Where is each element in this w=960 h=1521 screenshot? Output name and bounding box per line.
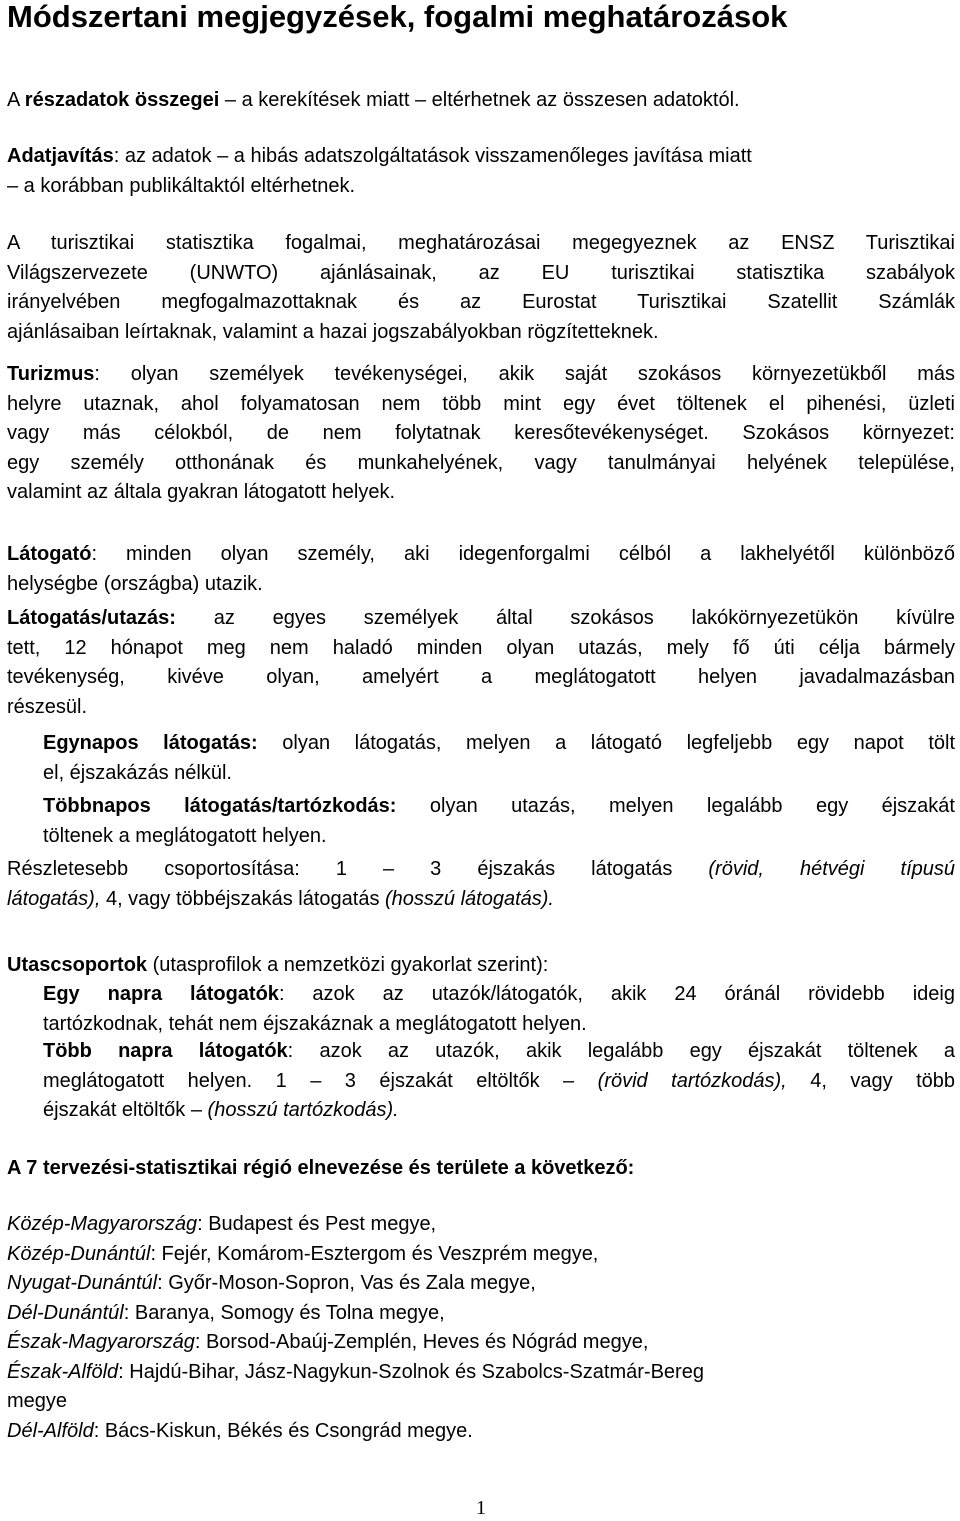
region-name: Észak-Magyarország (7, 1331, 195, 1353)
list-item (7, 1210, 955, 1240)
region-name: Nyugat-Dunántúl (7, 1272, 158, 1294)
region-counties: : Budapest és Pest megye, (197, 1213, 437, 1235)
definition-tourism-text: vagy más célokból, de nem folytatnak keresőtevékenységet. Szokásos környezet: (7, 422, 955, 444)
list-item (7, 1269, 955, 1299)
definition-overnight-visitors-text: éjszakát eltöltők – (43, 1099, 208, 1121)
definition-overnight-visitors-italic: (hosszú tartózkodás). (207, 1099, 399, 1121)
region-name: Közép-Dunántúl (7, 1242, 151, 1265)
definition-overnight-visit-text: olyan utazás, melyen legalább egy éjszakát (396, 795, 955, 817)
definition-overnight-visitors-text: meglátogatott helyen. 1 – 3 éjszakát eltöltők – (43, 1069, 598, 1092)
list-item (7, 1328, 955, 1358)
definition-trip-term: Látogatás/utazás: (7, 607, 176, 629)
definition-trip-text: tett, 12 hónapot meg nem haladó minden olyan utazás, mely fő úti célja bármely (7, 636, 955, 659)
traveller-groups-heading (7, 951, 955, 981)
note-subtotals-term: részadatok összegei (24, 89, 220, 111)
definition-same-day-visit-term: Egynapos látogatás: (43, 732, 258, 754)
regions-list (7, 1210, 955, 1446)
definition-tourism (7, 360, 955, 508)
region-counties: : Győr-Moson-Sopron, Vas és Zala megye, (157, 1272, 536, 1294)
regions-heading-text: A 7 tervezési-statisztikai régió elnevezése és területe a következő: (7, 1157, 635, 1179)
definition-tourism-text: valamint az általa gyakran látogatott helyek. (7, 481, 395, 503)
definition-overnight-visit (43, 792, 955, 851)
detailed-grouping-text: Részletesebb csoportosítása: 1 – 3 éjszakás látogatás (7, 858, 709, 880)
list-item (7, 1358, 955, 1388)
definition-trip-text: részesül. (7, 695, 88, 718)
note-subtotals-text: – a kerekítések miatt – eltérhetnek az összesen adatoktól. (219, 89, 740, 111)
definition-tourism-term: Turizmus (7, 363, 95, 385)
region-counties: : Hajdú-Bihar, Jász-Nagykun-Szolnok és Szabolcs-Szatmár-Bereg (118, 1360, 704, 1383)
detailed-grouping-italic: látogatás), (7, 887, 101, 910)
page-title: Módszertani megjegyzések, fogalmi meghatározások (7, 0, 788, 34)
definition-visitor-term: Látogató (7, 543, 92, 565)
traveller-groups-term: Utascsoportok (7, 954, 148, 976)
region-counties: : Bács-Kiskun, Békés és Csongrád megye. (93, 1419, 473, 1442)
definitions-intro (7, 229, 955, 347)
detailed-grouping-italic: (hosszú látogatás). (385, 887, 554, 910)
definition-same-day-visitors-term: Egy napra látogatók (43, 983, 279, 1005)
region-name: Dél-Dunántúl (7, 1301, 124, 1324)
definition-same-day-visit (43, 729, 955, 788)
definition-overnight-visitors-term: Több napra látogatók (43, 1040, 288, 1062)
definition-overnight-visit-term: Többnapos látogatás/tartózkodás: (43, 795, 397, 817)
definition-tourism-text: : olyan személyek tevékenységei, akik saját szokásos környezetükből más (94, 363, 955, 385)
region-name: Észak-Alföld (7, 1360, 119, 1383)
detailed-grouping-text: 4, vagy többéjszakás látogatás (100, 887, 386, 910)
detailed-grouping-italic: (rövid, hétvégi típusú (708, 858, 955, 880)
definition-overnight-visitors-italic: (rövid tartózkodás), (597, 1069, 787, 1092)
regions-heading (7, 1154, 955, 1184)
list-item (7, 1417, 955, 1447)
region-counties-continued: megye (7, 1390, 68, 1412)
definition-visitor-text: helységbe (országba) utazik. (7, 572, 263, 595)
definition-tourism-text: egy személy otthonának és munkahelyének, vagy tanulmányai helyének települése, (7, 451, 955, 474)
definition-trip-text: az egyes személyek által szokásos lakókörnyezetükön kívülre (175, 607, 955, 629)
definition-visitor (7, 540, 955, 599)
note-subtotals-prefix: A (7, 89, 25, 111)
definition-same-day-visitors (43, 980, 955, 1039)
definitions-intro-line: irányelvében megfogalmazottaknak és az Eurostat Turisztikai Szatellit Számlák (7, 291, 955, 313)
definitions-intro-line: A turisztikai statisztika fogalmai, meghatározásai megegyeznek az ENSZ Turisztikai (7, 232, 955, 254)
note-data-correction (7, 142, 955, 201)
note-data-correction-term: Adatjavítás (7, 145, 114, 167)
definition-overnight-visit-text: töltenek a meglátogatott helyen. (43, 824, 327, 847)
definition-overnight-visitors-text: 4, vagy több (786, 1069, 956, 1092)
region-name: Dél-Alföld (7, 1419, 94, 1442)
definition-overnight-visitors (43, 1037, 955, 1126)
definition-same-day-visitors-text: : azok az utazók/látogatók, akik 24 óránál rövidebb ideig (278, 983, 955, 1005)
region-counties: : Fejér, Komárom-Esztergom és Veszprém megye, (150, 1242, 599, 1265)
definition-visitor-text: : minden olyan személy, aki idegenforgalmi célból a lakhelyétől különböző (91, 543, 955, 565)
definition-overnight-visitors-text: : azok az utazók, akik legalább egy éjszakát töltenek a (287, 1040, 956, 1062)
region-counties: : Borsod-Abaúj-Zemplén, Heves és Nógrád megye, (194, 1331, 649, 1353)
region-counties: : Baranya, Somogy és Tolna megye, (123, 1301, 445, 1324)
definitions-intro-line: ajánlásaiban leírtaknak, valamint a hazai jogszabályokban rögzítetteknek. (7, 320, 659, 343)
note-subtotals (7, 86, 955, 116)
note-data-correction-text: : az adatok – a hibás adatszolgáltatások visszamenőleges javítása miatt (113, 145, 752, 167)
definition-same-day-visitors-text: tartózkodnak, tehát nem éjszakáznak a meglátogatott helyen. (43, 1012, 587, 1035)
list-item (7, 1240, 955, 1270)
region-name: Közép-Magyarország (7, 1213, 198, 1235)
page-number: 1 (476, 1497, 486, 1519)
list-item (7, 1299, 955, 1329)
traveller-groups-text: (utasprofilok a nemzetközi gyakorlat szerint): (147, 954, 549, 976)
definition-trip-text: tevékenység, kivéve olyan, amelyért a meglátogatott helyen javadalmazásban (7, 666, 955, 688)
definitions-intro-line: Világszervezete (UNWTO) ajánlásainak, az EU turisztikai statisztika szabályok (7, 261, 955, 284)
note-data-correction-text-2: – a korábban publikáltaktól eltérhetnek. (7, 174, 356, 197)
definition-same-day-visit-text: el, éjszakázás nélkül. (43, 761, 232, 784)
definition-tourism-text: helyre utaznak, ahol folyamatosan nem több mint egy évet töltenek el pihenési, üzleti (7, 392, 955, 415)
definition-trip (7, 604, 955, 722)
detailed-grouping (7, 855, 955, 914)
definition-same-day-visit-text: olyan látogatás, melyen a látogató legfeljebb egy napot tölt (257, 732, 955, 754)
